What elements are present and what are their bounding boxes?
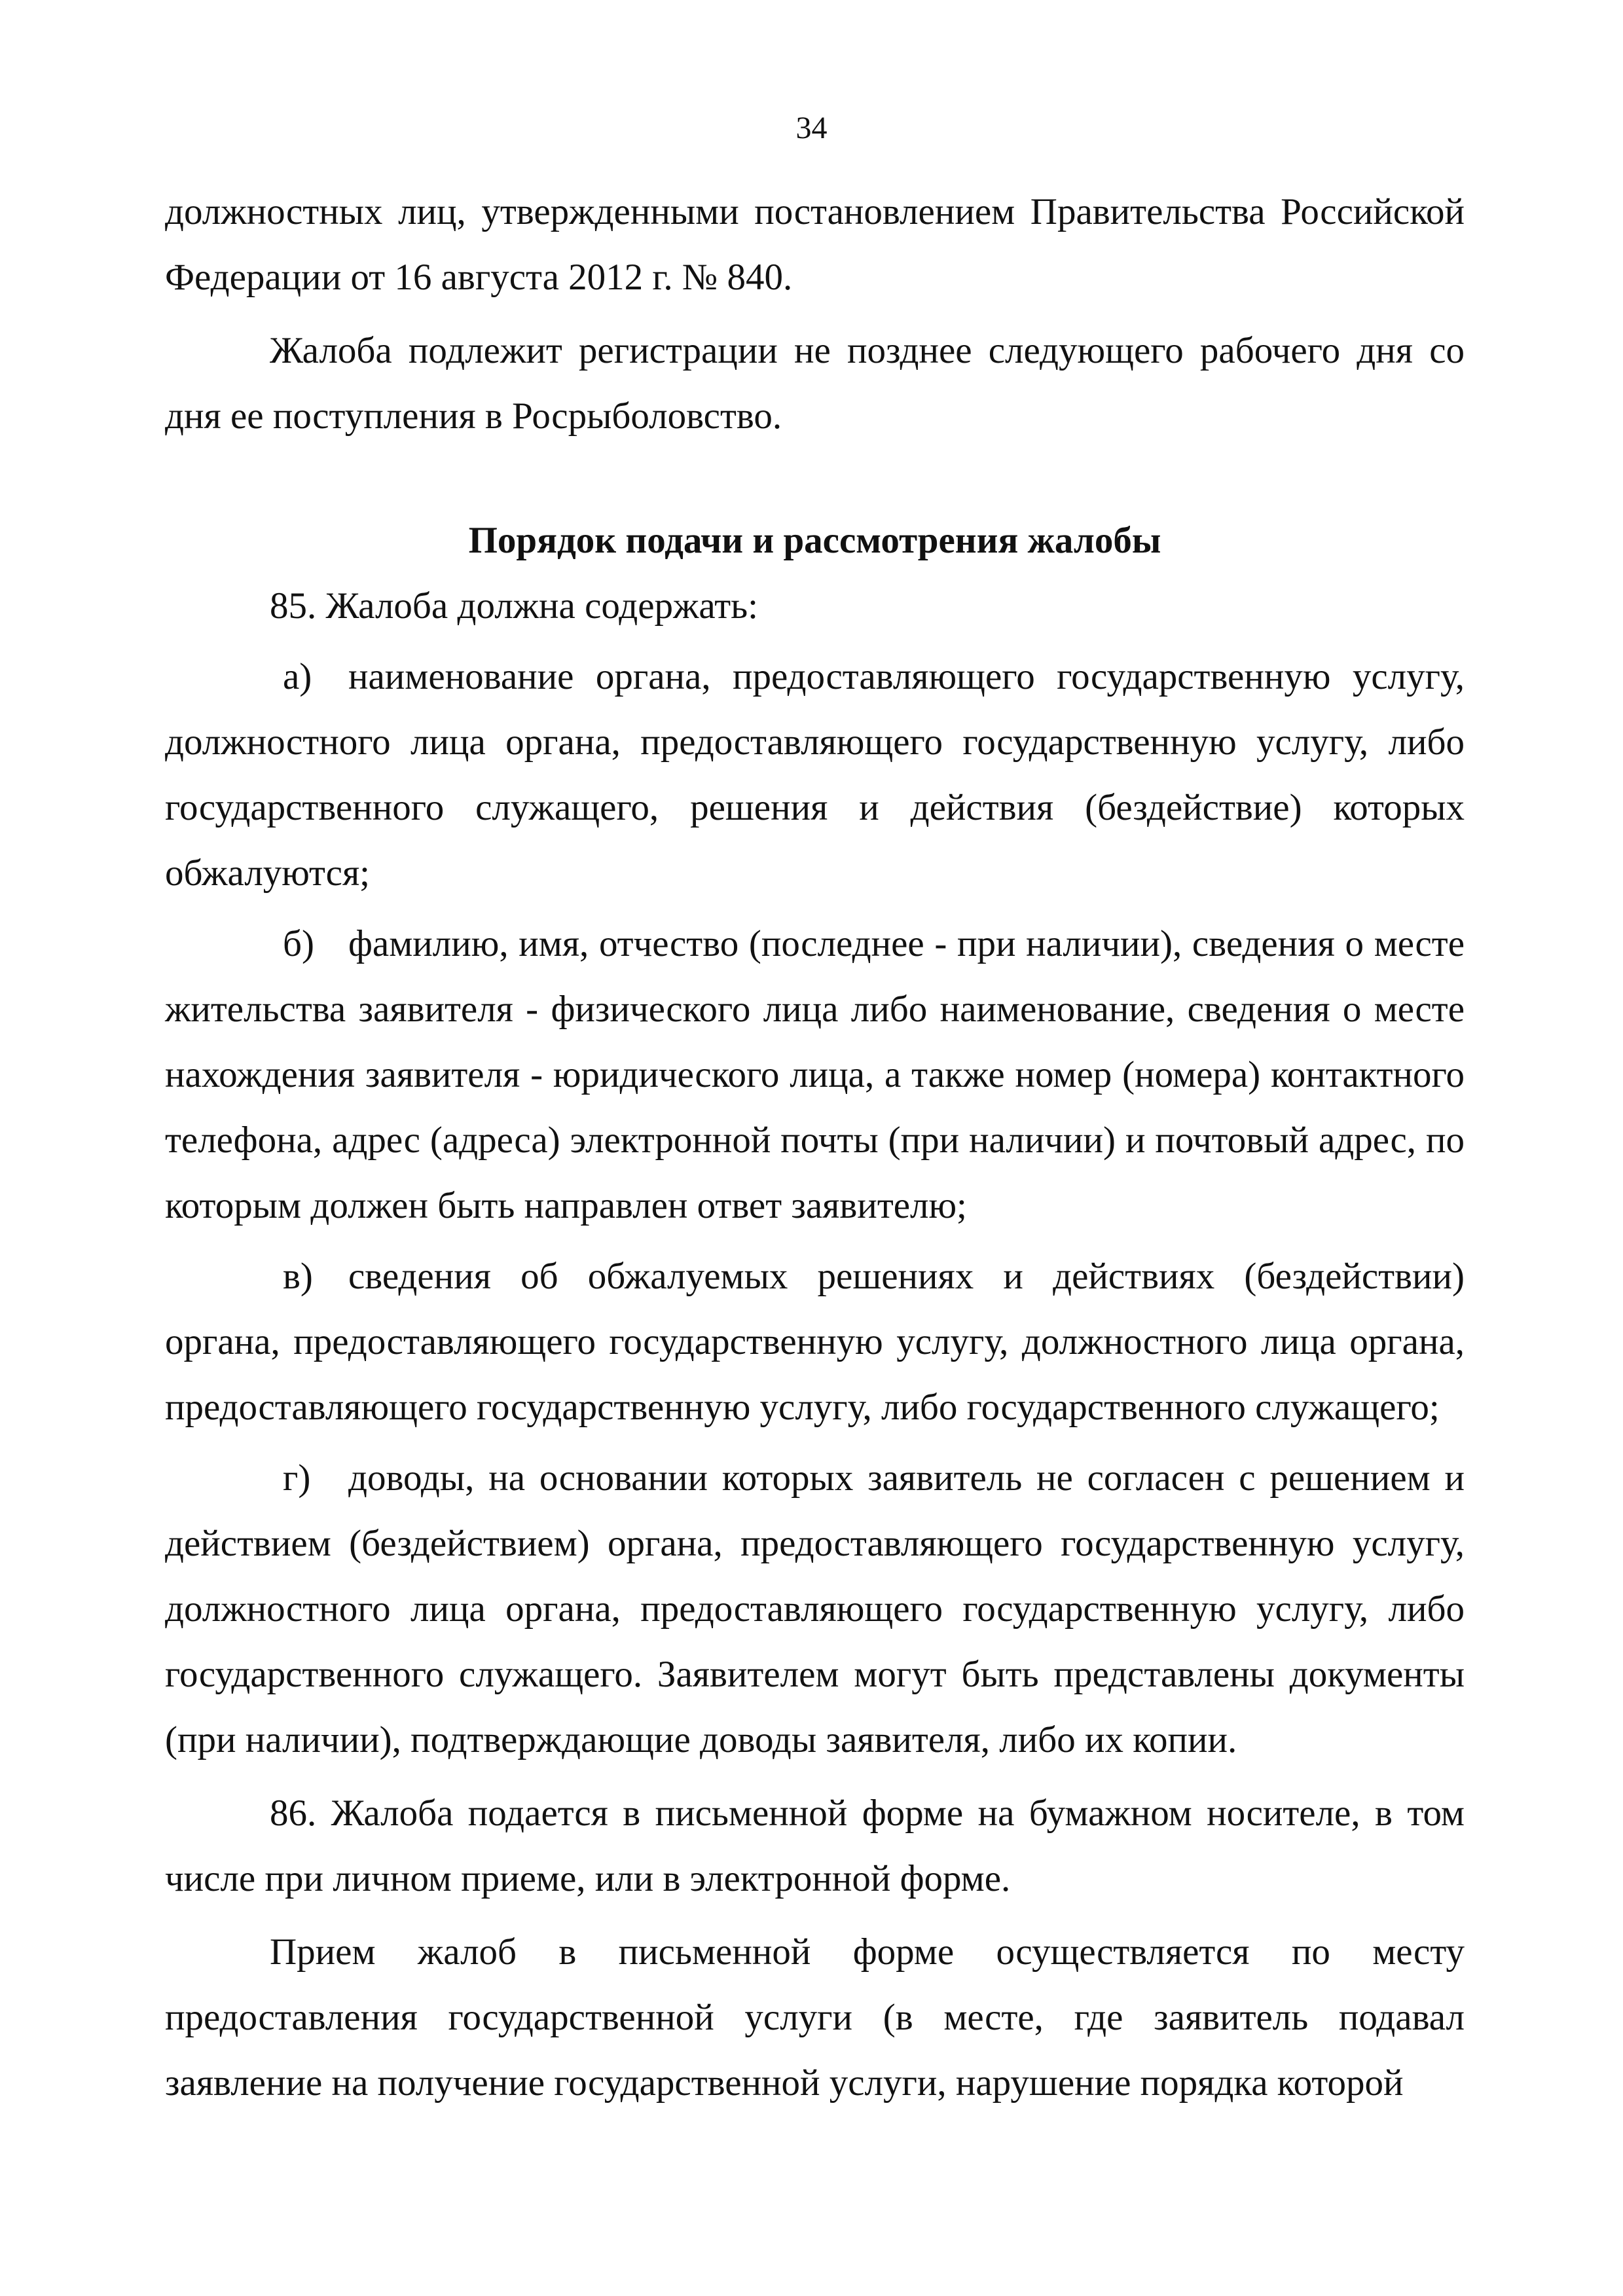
item-85-paragraph: 85. Жалоба должна содержать: xyxy=(270,585,758,627)
list-marker: г) xyxy=(283,1457,311,1499)
list-item-g xyxy=(165,1446,1465,1773)
list-marker: б) xyxy=(283,923,314,964)
list-item-text: сведения об обжалуемых решениях и действиях (бездействии) органа, предоставляющего государственную услугу, должностного лица органа, предоставляющего государственную услугу, либо государственного служащего; xyxy=(165,1256,1465,1428)
registration-paragraph: Жалоба подлежит регистрации не позднее следующего рабочего дня со дня ее поступления в Росрыболовство. xyxy=(165,330,1465,437)
section-heading: Порядок подачи и рассмотрения жалобы xyxy=(468,520,1161,561)
intro-paragraph: должностных лиц, утвержденными постановлением Правительства Российской Федерации от 16 августа 2012 г. № 840. xyxy=(165,191,1465,298)
page-number: 34 xyxy=(795,111,828,145)
list-item-text: наименование органа, предоставляющего государственную услугу, должностного лица органа, предоставляющего государственную услугу, либо государственного служащего, решения и действия (бездействие) которых обжалуются; xyxy=(165,656,1465,894)
list-marker: а) xyxy=(283,656,312,697)
list-item-a xyxy=(165,644,1465,906)
list-item-b xyxy=(165,911,1465,1239)
item-86-paragraph: 86. Жалоба подается в письменной форме на бумажном носителе, в том числе при личном приеме, или в электронной форме. xyxy=(165,1793,1465,1899)
reception-paragraph: Прием жалоб в письменной форме осуществляется по месту предоставления государственной услуги (в месте, где заявитель подавал заявление на получение государственной услуги, нарушение порядка которой xyxy=(165,1931,1465,2104)
document-body xyxy=(165,179,1465,2116)
list-item-text: фамилию, имя, отчество (последнее - при наличии), сведения о месте жительства заявителя - физического лица либо наименование, сведения о месте нахождения заявителя - юридического лица, а также номер (номера) контактного телефона, адрес (адреса) электронной почты (при наличии) и почтовый адрес, по которым должен быть направлен ответ заявителю; xyxy=(165,923,1465,1226)
list-item-v xyxy=(165,1244,1465,1440)
list-item-text: доводы, на основании которых заявитель не согласен с решением и действием (бездействием) органа, предоставляющего государственную услугу, должностного лица органа, предоставляющего государственную услугу, либо государственного служащего. Заявителем могут быть представлены документы (при наличии), подтверждающие доводы заявителя, либо их копии. xyxy=(165,1457,1465,1760)
list-marker: в) xyxy=(283,1256,313,1297)
